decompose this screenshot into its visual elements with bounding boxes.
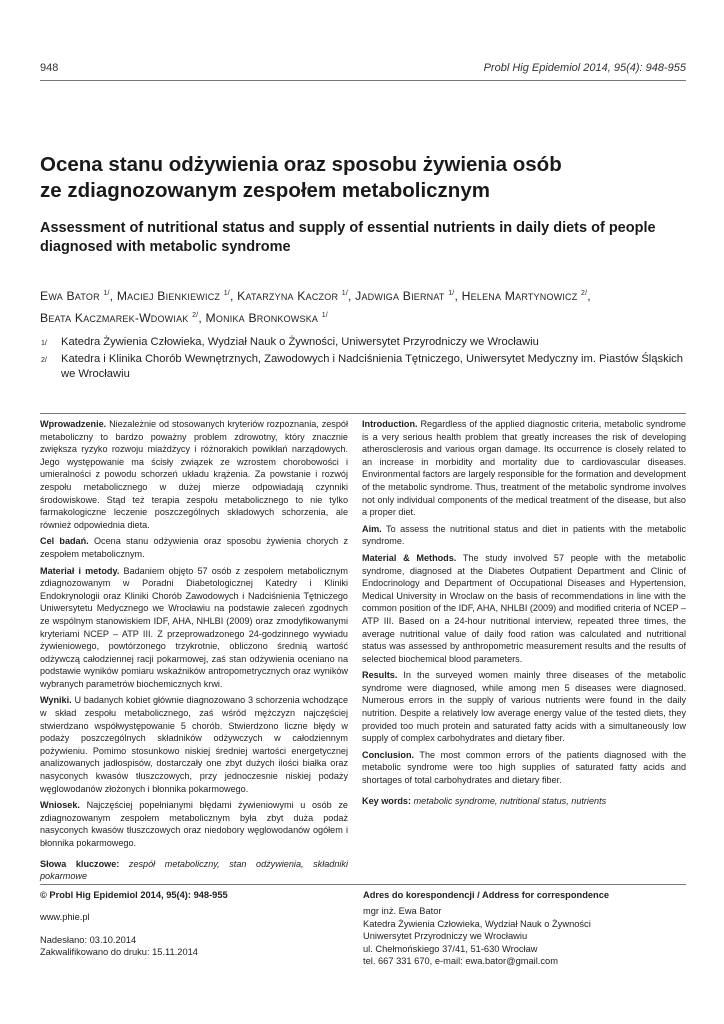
section-text: U badanych kobiet głównie diagnozowano 3 schorzenia wchodzące w skład zespołu metabolicznego, zaś wśród mężczyzn najczęściej stwierdzano współwystępowanie 5 chorób. Stwierdzono liczne błędy w podaży poszczególnych składników odżywczych w całodziennym pożywieniu. Pomimo stosunkowo niskiej średniej wartości energetycznej analizowanych jadłospisów, dostarczały one zbyt dużych ilości białka oraz nasyconych kwasów tłuszczowych, przy jednoczesnie niskiej podaży węglowodanów złożonych i błonnika pokarmowego. [40, 695, 349, 794]
author-affiliation-mark: 1/ [321, 312, 328, 320]
correspondence-line: ul. Chełmońskiego 37/41, 51-630 Wrocław [363, 943, 538, 954]
author-name: Jadwiga Biernat [355, 289, 445, 304]
abstract-polish [40, 418, 348, 887]
abstract-paragraph [362, 552, 686, 665]
author-affiliation-mark: 2/ [192, 312, 199, 320]
abstract-paragraph [362, 523, 686, 548]
section-text: The study involved 57 people with the metabolic syndrome, diagnosed at the Diabetes Outpatient Department and Clinic of Endocrinology and Department of Occupational Diseases and Hypertension, Medical University in Wroclaw on the basis of recommendations in line with the common position of the IDF, AHA, NHLBI (2009) and modified criteria of NCEP – ATP III. Based on a 24-hour nutritional interview, repeated three times, the average nutritional value of daily food ration was calculated and nutritional status was assessed by anthropometric measurement results and the results of selected biochemical blood parameters. [362, 552, 686, 664]
author-affiliation-mark: 1/ [103, 290, 110, 297]
author-name: Katarzyna Kaczor [237, 289, 339, 304]
author [40, 289, 110, 303]
keywords-label: Key words: [362, 795, 412, 806]
section-text: Ocena stanu odżywienia oraz sposobu żywienia chorych z zespołem metabolicznym. [40, 536, 348, 559]
keywords-text: metabolic syndrome, nutritional status, nutrients [413, 795, 607, 806]
affiliation-mark: 2/ [41, 356, 47, 364]
section-text: The most common errors of the patients diagnosed with the metabolic syndrome were too high supplies of saturated fatty acids and shortages of total carbohydrates and dietary fiber. [362, 749, 686, 786]
keywords [362, 795, 686, 808]
title-english-line: Assessment of nutritional status and supply of essential nutrients in daily diets of people [40, 220, 656, 236]
correspondence-line: mgr inż. Ewa Bator [363, 906, 442, 917]
affiliation [40, 352, 686, 383]
section-text: Niezależnie od stosowanych kryteriów rozpoznania, zespół metaboliczny to bardzo poważny problem zdrowotny, który znacznie zwiększa ryzyko rozwoju miażdżycy i różnorakich powikłań narządowych. Jego występowanie ma ścisły związek ze wzrostem chorobowości i umieralności z powodu schorzeń układu krążenia. Za powstanie i rozwój zespołu metabolicznego w dużej mierze odpowiadają czynniki środowiskowe. Stąd też terapia zespołu metabolicznego to nie tylko farmakologiczne leczenie poszczególnych składowych schorzenia, ale również odpowiednia dieta. [40, 419, 348, 530]
abstract-paragraph [40, 535, 348, 560]
affiliation-text: Katedra Żywienia Człowieka, Wydział Nauk o Żywności, Uniwersytet Przyrodniczy we Wrocławiu [61, 336, 539, 348]
section-label: Wprowadzenie. [40, 419, 107, 429]
section-label: Materiał i metody. [40, 565, 120, 576]
author [40, 311, 198, 325]
section-text: Najczęściej popełnianymi błędami żywieniowymi u osób ze zdiagnozowanym zespołem metabolicznym była zbyt duża podaż nasyconych kwasów tłuszczowych oraz niedobory węglowodanów ogółem i błonnika pokarmowego. [40, 800, 348, 848]
author-affiliation-mark: 1/ [223, 290, 230, 297]
citation: © Probl Hig Epidemiol 2014, 95(4): 948-955 [40, 890, 228, 900]
article-footer [40, 884, 686, 967]
affiliation-text: Katedra i Klinika Chorób Wewnętrznych, Zawodowych i Nadciśnienia Tętniczego, Uniwersytet Medyczny im. Piastów Śląskich we Wrocławiu [61, 352, 683, 380]
abstract-paragraph [362, 418, 686, 519]
correspondence-line: Uniwersytet Przyrodniczy we Wrocławiu [363, 931, 528, 942]
page-number: 948 [40, 62, 59, 74]
section-label: Material & Methods. [362, 552, 457, 563]
author [117, 289, 230, 303]
section-text: In the surveyed women mainly three diseases of the metabolic syndrome were diagnosed, while among men 5 diseases were diagnosed. Numerous errors in the supply of various nutrients were found in the daily nutrition. Despite a relatively low average energy value of the tested diets, they provided too much protein and saturated fatty acids with a simultaneously low supply of complex carbohydrates and dietary fiber. [362, 670, 686, 744]
author-affiliation-mark: 1/ [341, 290, 348, 297]
abstract-english [362, 418, 686, 811]
publication-info [40, 889, 340, 959]
author [237, 289, 348, 303]
section-label: Introduction. [362, 419, 418, 429]
title-polish-line: Ocena stanu odżywienia oraz sposobu żywienia osób [40, 153, 562, 176]
author [206, 311, 328, 325]
submitted-date: Nadesłano: 03.10.2014 [40, 934, 137, 945]
correspondence-line: Katedra Żywienia Człowieka, Wydział Nauk o Żywności [363, 918, 591, 929]
correspondence [363, 889, 686, 967]
abstract-paragraph [40, 799, 348, 849]
title-english-line: diagnosed with metabolic syndrome [40, 239, 291, 255]
section-label: Conclusion. [362, 749, 415, 760]
author [355, 289, 454, 303]
title-polish-line: ze zdiagnozowanym zespołem metabolicznym [40, 179, 490, 202]
section-text: To assess the nutritional status and diet in patients with the metabolic syndrome. [362, 523, 686, 547]
section-text: Badaniem objęto 57 osób z zespołem metabolicznym zdiagnozowanym w Poradni Diabetologicznej Katedry i Kliniki Endokrynologii oraz Kliniki Chorób Zawodowych i Nadciśnienia Tętniczego Uniwersytetu Medycznego we Wrocławiu na podstawie zaleceń zgodnych ze wspólnym stanowiskiem IDF, AHA, NHLBI (2009) oraz zmodyfikowanymi kryteriami NCEP – ATP III. Z przeprowadzonego 24-godzinnego wywiadu żywieniowego, powtórzonego trzykrotnie, obliczono średnią wartość odżywczą całodziennej racji pokarmowej, zaś stan odżywienia oceniano na podstawie wyników pomiaru wskaźników antropometrycznych oraz wyników wybranych parametrów biochemicznych krwi. [40, 565, 348, 689]
author [462, 289, 588, 303]
section-label: Wniosek. [40, 800, 80, 811]
header-rule [40, 80, 686, 81]
abstract-paragraph [40, 418, 348, 531]
abstract-paragraph [362, 669, 686, 745]
journal-reference: Probl Hig Epidemiol 2014, 95(4): 948-955 [483, 62, 686, 74]
section-label: Cel badań. [40, 536, 89, 547]
author-name: Monika Bronkowska [205, 311, 319, 326]
accepted-date: Zakwalifikowano do druku: 15.11.2014 [40, 947, 198, 958]
journal-website: www.phie.pl [40, 912, 90, 923]
keywords-text: zespół metaboliczny, stan odżywienia, składniki pokarmowe [40, 858, 348, 882]
author-list: Ewa Bator $^{1/}$, Maciej Bienkiewicz $^{1/}$, Katarzyna Kaczor $^{1/}$, Jadwiga Biernat $^{1/}$, Helena Martynowicz $^{2/}$, Beata Kaczmarek-Wdowiak $^{2/}$, Monika Bronkowska $^{1/}$ [40, 289, 591, 326]
abstract-paragraph [40, 694, 348, 795]
author-affiliation-mark: 2/ [581, 290, 588, 297]
keywords-label: Słowa kluczowe: [40, 858, 120, 869]
author-affiliation-mark: 1/ [448, 290, 455, 297]
author-name: Maciej Bienkiewicz [116, 289, 221, 304]
affiliation-mark: 1/ [41, 340, 47, 347]
keywords [40, 858, 348, 883]
title-polish [40, 152, 686, 204]
author-name: Ewa Bator [40, 289, 100, 304]
section-label: Aim. [362, 523, 382, 534]
title-english [40, 219, 686, 257]
affiliation [40, 335, 686, 351]
correspondence-line: tel. 667 331 670, e-mail: ewa.bator@gmail.com [363, 956, 558, 967]
author-name: Helena Martynowicz [461, 289, 578, 304]
affiliation-list [40, 335, 686, 384]
author-name: Beata Kaczmarek-Wdowiak [40, 311, 189, 326]
section-label: Wyniki. [40, 695, 72, 706]
section-label: Results. [362, 670, 398, 681]
abstract-section [40, 413, 686, 882]
abstract-paragraph [362, 749, 686, 787]
correspondence-title: Adres do korespondencji / Address for correspondence [363, 890, 610, 900]
section-text: Regardless of the applied diagnostic criteria, metabolic syndrome is a very serious health problem that greatly increases the risk of developing atherosclerosis and various organ damage. Its occurrence is closely related to an increase in morbidity and mortality due to cardiovascular diseases. Environmental factors are largely responsible for the formation and development of the metabolic syndrome. Thus, treatment of the metabolic syndrome involves not only individual components of the medical treatment of the disease, but also a proper diet. [362, 419, 686, 518]
abstract-paragraph [40, 565, 348, 691]
